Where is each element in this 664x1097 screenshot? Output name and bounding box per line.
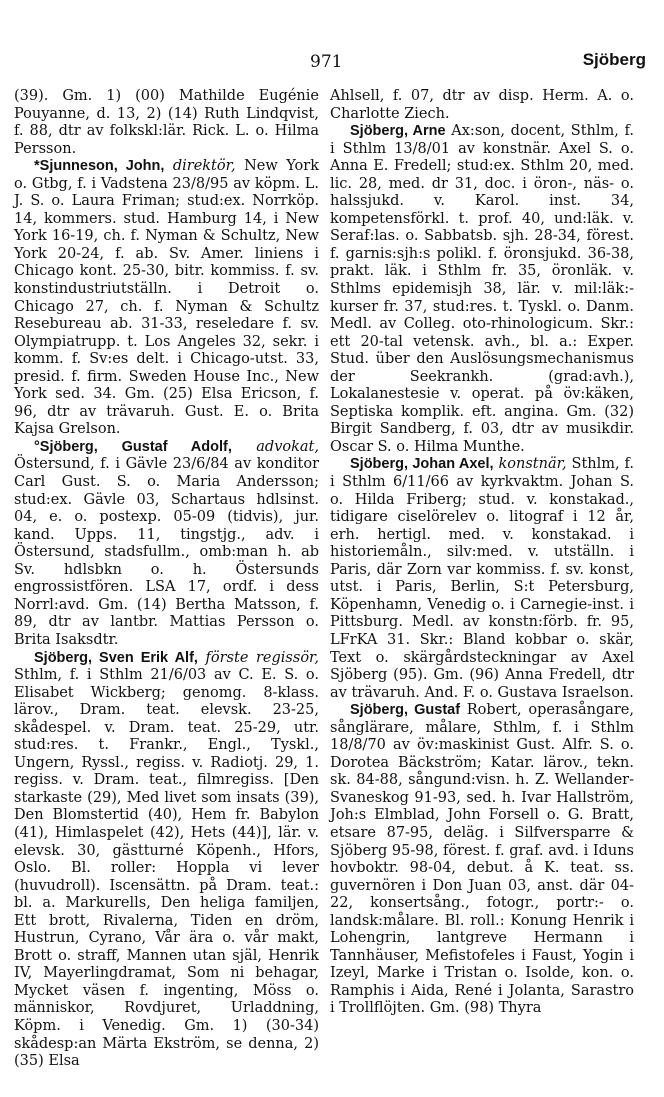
right-column <box>330 88 634 1018</box>
entry-continuation: Ahlsell, f. 07, dtr av disp. Herm. A. o. Charlotte Ziech. <box>330 88 634 122</box>
page-header <box>0 50 664 80</box>
entry-sjoberg-gustaf: Sjöberg, Gustaf Robert, operasångare, sånglärare, målare, Sthlm, f. i Sthlm 18/8/70 av öv:maskinist Gust. Alfr. S. o. Dorotea Bäckström; Katar. lärov., tekn. sk. 84-88, sångund:visn. h. Z. Wellander-Svaneskog 91-93, sed. h. Ivar Hallström, Joh:s Elmblad, John Forsell o. G. Bratt, etsare 87-95, deläg. i Silfversparre & Sjöberg 95-98, förest. f. graf. avd. i Iduns hovboktr. 98-04, debut. å K. teat. ss. guvernören i Don Juan 03, anst. där 04-22, konsertsång., fotogr., portr:- o. landsk:målare. Bl. roll.: Konung Henrik i Lohengrin, lantgreve Hermann i Tannhäuser, Mefistofeles i Faust, Yogin i Izeyl, Marke i Tristan o. Isolde, kon. o. Ramphis i Aida, René i Jolanta, Sarastro i Trollflöjten. Gm. (98) Thyra <box>330 702 634 1017</box>
entry-sjoberg-sven-erik-alf: Sjöberg, Sven Erik Alf, förste regissör, Sthlm, f. i Sthlm 21/6/03 av C. E. S. o. Elisabet Wickberg; genomg. 8-klass. lärov., Dram. teat. elevsk. 23-25, skådespel. v. Dram. teat. 25-29, utr. stud:res. t. Frankr., Engl., Tyskl., Ungern, Ryssl., regiss. v. Radiotj. 29, 1. regiss. v. Dram. teat., filmregiss. [Den starkaste (29), Med livet som insats (39), Den Blomstertid (40), Hem fr. Babylon (41), Himlaspelet (42), Hets (44)], lär. v. elevsk. 30, gästturné Köpenh., Hfors, Oslo. Bl. roller: Hoppla vi lever (huvudroll). Iscensättn. på Dram. teat.: bl. a. Markurells, Den heliga familjen, Ett brott, Rivalerna, Tiden en dröm, Hustrun, Cyrano, Vår ära o. vår makt, Brott o. straff, Mannen utan själ, Henrik IV, Mayerlingdramat, Som ni behagar, Mycket väsen f. ingenting, Möss o. människor, Rovdjuret, Urladdning, Köpm. i Venedig. Gm. 1) (30-34) skådesp:an Märta Ekström, se denna, 2) (35) Elsa <box>14 649 319 1070</box>
page-number: 971 <box>310 52 343 72</box>
entry-continuation: (39). Gm. 1) (00) Mathilde Eugénie Pouyanne, d. 13, 2) (14) Ruth Lindqvist, f. 88, dtr av folkskl:lär. Rick. L. o. Hilma Persson. <box>14 88 319 157</box>
entry-sjunneson-john: *Sjunneson, John, direktör, New York o. Gtbg, f. i Vadstena 23/8/95 av köpm. L. J. S. o. Laura Friman; stud:ex. Norrköp. 14, kommers. stud. Hamburg 14, i New York 16-19, ch. f. Nyman & Schultz, New York 20-24, f. ab. Sv. Amer. liniens i Chicago kont. 25-30, bitr. kommiss. f. sv. konstindustriutställn. i Detroit o. Chicago 27, ch. f. Nyman & Schultz Resebureau ab. 31-33, reseledare f. sv. Olympiatrupp. t. Los Angeles 32, sekr. i komm. f. Sv:es delt. i Chicago-utst. 33, presid. f. firm. Sweden House Inc., New York sed. 34. Gm. (25) Elsa Ericson, f. 96, dtr av trävaruh. Gust. E. o. Brita Kajsa Grelson. <box>14 158 319 438</box>
running-head: Sjöberg <box>582 50 646 69</box>
entry-sjoberg-gustaf-adolf: °Sjöberg, Gustaf Adolf, advokat, Östersund, f. i Gävle 23/6/84 av konditor Carl Gust. S. o. Maria Andersson; stud:ex. Gävle 03, Schartaus hdlsinst. 04, e. o. postexp. 05-09 (tidvis), jur. kand. Upps. 11, tingstjg., adv. i Östersund, stadsfullm., omb:man h. ab Sv. hdlsbkn o. h. Östersunds engrossistfören. LSA 17, ordf. i dess Norrl:avd. Gm. (14) Bertha Matsson, f. 89, dtr av lantbr. Mattias Persson o. Brita Isaksdtr. <box>14 438 319 648</box>
entry-sjoberg-johan-axel: Sjöberg, Johan Axel, konstnär, Sthlm, f. i Sthlm 6/11/66 av kyrkvaktm. Johan S. o. Hilda Friberg; stud. v. konstakad., tidigare ciselörelev o. litograf i 12 år, erh. hertigl. med. v. konstakad. i historiemåln., silv:med. v. utställn. i Paris, där Zorn var kommiss. f. sv. konst, utst. i Paris, Berlin, S:t Petersburg, Köpenhamn, Venedig o. i Carnegie-inst. i Pittsburg. Medl. av konstn:förb. fr. 95, LFrKA 31. Skr.: Bland kobbar o. skär, Text o. skärgårdsteckningar av Axel Sjöberg (95). Gm. (96) Anna Fredell, dtr av trävaruh. And. F. o. Gustava Israelson. <box>330 456 635 701</box>
entry-sjoberg-arne: Sjöberg, Arne Ax:son, docent, Sthlm, f. i Sthlm 13/8/01 av konstnär. Axel S. o. Anna E. Fredell; stud:ex. Sthlm 20, med. lic. 28, med. dr 31, doc. i öron-, näs- o. halssjukd. v. Karol. inst. 34, kompetensförkl. t. prof. 40, und:läk. v. Seraf:las. o. Sabbatsb. sjh. 28-34, förest. f. garnis:sjh:s polikl. f. öronsjukd. 36-38, prakt. läk. i Sthlm fr. 35, öronläk. v. Sthlms epidemisjh 38, lär. v. mil:läk:-kurser fr. 37, stud:res. t. Tyskl. o. Danm. Medl. av Colleg. oto-rhinologicum. Skr.: ett 20-tal vetensk. avh., bl. a.: Exper. Stud. über den Auslösungsmechanismus der Seekrankh. (grad:avh.), Lokalanestesie v. operat. på öv:käken, Septiska komplik. eft. angina. Gm. (32) Birgit Sandberg, f. 03, dtr av musikdir. Oscar S. o. Hilma Munthe. <box>330 123 634 455</box>
left-column <box>14 88 319 1071</box>
